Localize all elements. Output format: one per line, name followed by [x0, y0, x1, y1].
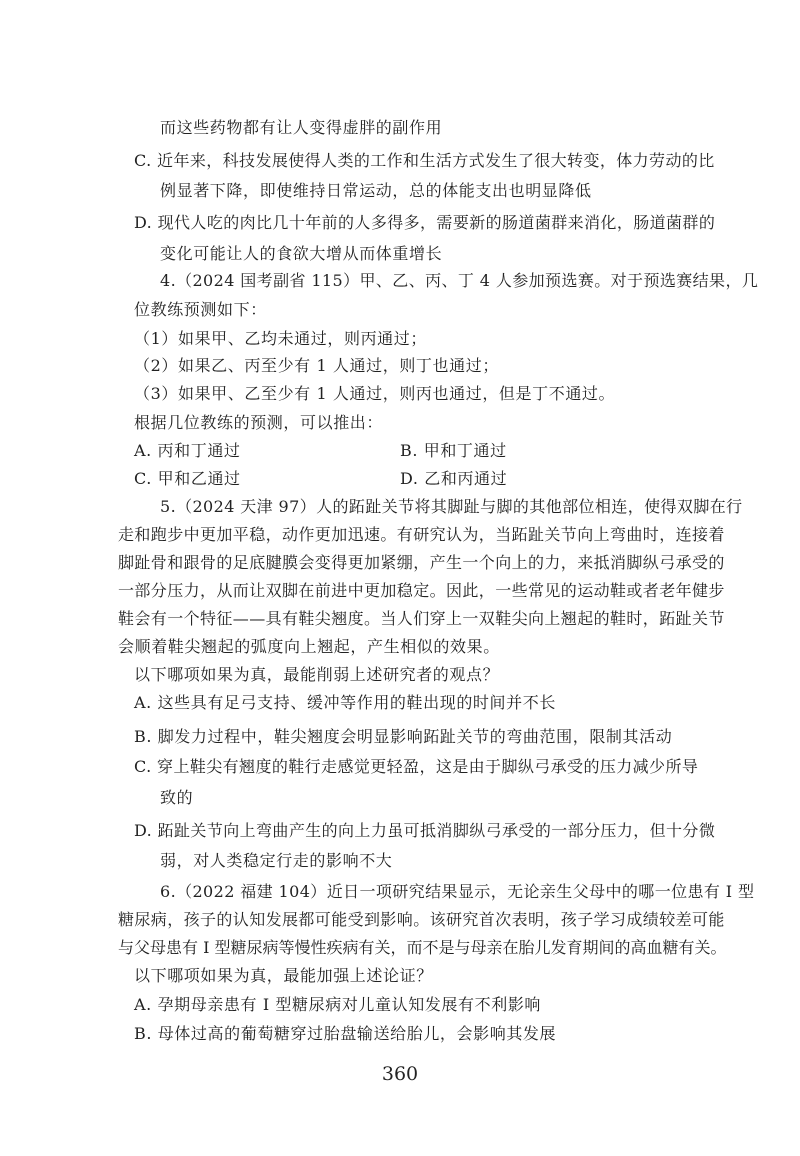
option-d: D. 乙和丙通过	[400, 469, 508, 488]
option-b: B. 脚发力过程中，鞋尖翘度会明显影响跖趾关节的弯曲范围，限制其活动	[134, 727, 673, 746]
text-line: 弱，对人类稳定行走的影响不大	[160, 851, 393, 870]
question-4-stem: 4.（2024 国考副省 115）甲、乙、丙、丁 4 人参加预选赛。对于预选赛结果，几	[160, 271, 759, 290]
text-line: 致的	[160, 788, 194, 807]
option-c: C. 甲和乙通过	[134, 469, 241, 488]
text-line: 变化可能让人的食欲大增从而体重增长	[160, 244, 443, 263]
option-d: D. 跖趾关节向上弯曲产生的向上力虽可抵消脚纵弓承受的一部分压力，但十分微	[134, 821, 716, 840]
question-5-stem: 5.（2024 天津 97）人的跖趾关节将其脚趾与脚的其他部位相连，使得双脚在行	[160, 497, 743, 516]
page-number: 360	[381, 1063, 419, 1085]
option-a: A. 丙和丁通过	[134, 441, 241, 460]
text-line: 鞋会有一个特征——具有鞋尖翘度。当人们穿上一双鞋尖向上翘起的鞋时，跖趾关节	[118, 609, 725, 628]
option-c: C. 穿上鞋尖有翘度的鞋行走感觉更轻盈，这是由于脚纵弓承受的压力减少所导	[134, 757, 699, 776]
text-line: 一部分压力，从而让双脚在前进中更加稳定。因此，一些常见的运动鞋或者老年健步	[118, 581, 725, 600]
option-a: A. 这些具有足弓支持、缓冲等作用的鞋出现的时间并不长	[134, 693, 556, 712]
option-c-line: C. 近年来，科技发展使得人类的工作和生活方式发生了很大转变，体力劳动的比	[134, 151, 715, 170]
text-line: 位教练预测如下：	[134, 300, 267, 319]
text-line: 与父母患有 I 型糖尿病等慢性疾病有关，而不是与母亲在胎儿发育期间的高血糖有关。	[118, 938, 727, 957]
question-5-prompt: 以下哪项如果为真，最能削弱上述研究者的观点？	[134, 665, 500, 684]
text-line: 根据几位教练的预测，可以推出：	[134, 413, 384, 432]
condition-3: （3）如果甲、乙至少有 1 人通过，则丙也通过，但是丁不通过。	[134, 384, 616, 403]
text-line: 例显著下降，即使维持日常运动，总的体能支出也明显降低	[160, 181, 592, 200]
text-line: 脚趾骨和跟骨的足底腱膜会变得更加紧绷，产生一个向上的力，来抵消脚纵弓承受的	[118, 553, 725, 572]
condition-2: （2）如果乙、丙至少有 1 人通过，则丁也通过；	[134, 356, 499, 375]
option-a: A. 孕期母亲患有 I 型糖尿病对儿童认知发展有不利影响	[134, 995, 542, 1014]
text-line: 而这些药物都有让人变得虚胖的副作用	[160, 118, 443, 137]
option-d-line: D. 现代人吃的肉比几十年前的人多得多，需要新的肠道菌群来消化，肠道菌群的	[134, 213, 716, 232]
question-6-stem: 6.（2022 福建 104）近日一项研究结果显示，无论亲生父母中的哪一位患有 I 型	[160, 882, 755, 901]
text-line: 糖尿病，孩子的认知发展都可能受到影响。该研究首次表明，孩子学习成绩较差可能	[118, 910, 725, 929]
text-line: 会顺着鞋尖翘起的弧度向上翘起，产生相似的效果。	[118, 637, 500, 656]
condition-1: （1）如果甲、乙均未通过，则丙通过；	[134, 329, 427, 348]
question-6-prompt: 以下哪项如果为真，最能加强上述论证？	[134, 966, 433, 985]
option-b: B. 甲和丁通过	[400, 441, 507, 460]
text-line: 走和跑步中更加平稳，动作更加迅速。有研究认为，当跖趾关节向上弯曲时，连接着	[118, 525, 725, 544]
option-b: B. 母体过高的葡萄糖穿过胎盘输送给胎儿，会影响其发展	[134, 1024, 557, 1043]
